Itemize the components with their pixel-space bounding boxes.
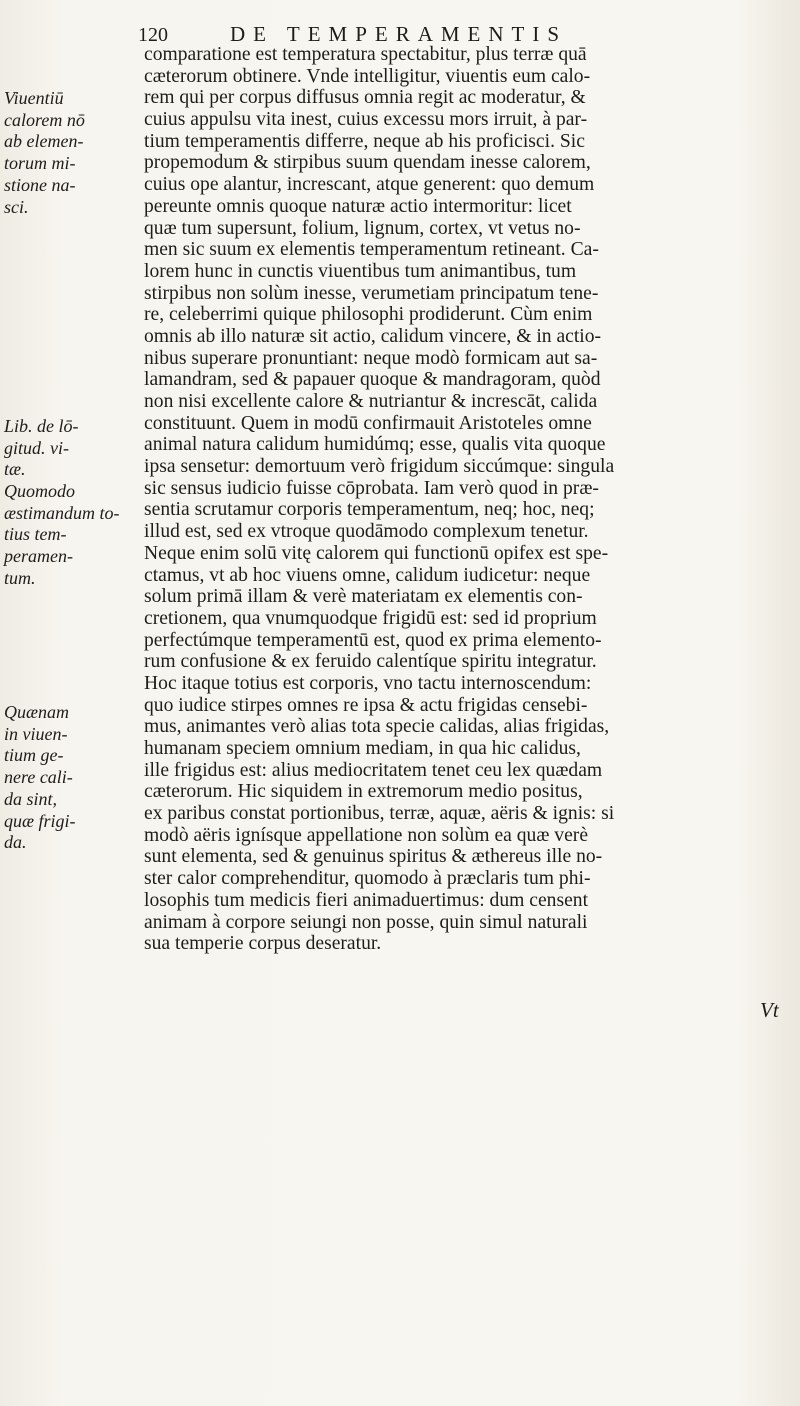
margin-note-quomodo-aestimandum — [4, 481, 142, 590]
body-line: lamandram, sed & papauer quoque & mandragoram, quòd — [144, 369, 601, 391]
body-line: sunt elementa, sed & genuinus spiritus & æthereus ille no- — [144, 846, 603, 868]
margin-note-line: in viuen- — [4, 723, 68, 744]
body-line: ctamus, vt ab hoc viuens omne, calidum iudicetur: neque — [144, 564, 591, 586]
body-line: rum confusione & ex feruido calentíque spiritu integratur. — [144, 651, 597, 673]
body-line: ille frigidus est: alius mediocritatem tenet ceu lex quædam — [144, 759, 603, 781]
body-line: cæterorum obtinere. Vnde intelligitur, viuentis eum calo- — [144, 65, 591, 87]
body-line: mus, animantes verò alias tota specie calidas, alias frigidas, — [144, 716, 610, 738]
margin-note-line: tum. — [4, 567, 36, 588]
margin-note-viuentium-calorem — [4, 88, 142, 218]
body-line: stirpibus non solùm inesse, verumetiam principatum tene- — [144, 282, 599, 304]
margin-note-line: da. — [4, 832, 27, 853]
body-line: quo iudice stirpes omnes re ipsa & actu frigidas censebi- — [144, 694, 588, 716]
margin-note-line: tæ. — [4, 459, 26, 480]
body-line: tium temperamentis differre, neque ab his proficisci. Sic — [144, 130, 585, 152]
margin-note-line: Quomodo — [4, 481, 75, 501]
body-line: rem qui per corpus diffusus omnia regit ac moderatur, & — [144, 87, 586, 109]
body-line: pereunte omnis quoque naturæ actio intermoritur: licet — [144, 195, 572, 217]
body-line: sua temperie corpus deseratur. — [144, 933, 382, 955]
body-text — [144, 44, 784, 955]
body-line: sentia scrutamur corporis temperamentum, neq; hoc, neq; — [144, 499, 595, 521]
body-line: animam à corpore seiungi non posse, quin simul naturali — [144, 911, 588, 933]
margin-note-line: ab elemen- — [4, 131, 84, 152]
margin-note-line: stione na- — [4, 174, 76, 195]
margin-note-line: nere cali- — [4, 767, 73, 788]
body-line: omnis ab illo naturæ sit actio, calidum vincere, & in actio- — [144, 325, 602, 347]
body-line: men sic suum ex elementis temperamentum retineant. Ca- — [144, 239, 599, 261]
catchword: Vt — [760, 998, 779, 1022]
running-head: DE TEMPERAMENTIS — [230, 22, 568, 46]
margin-note-lib-de-longitudine — [4, 416, 142, 481]
body-line: cuius appulsu vita inest, cuius excessu mors irruit, à par- — [144, 109, 588, 131]
body-line: perfectúmque temperamentū est, quod ex prima elemento- — [144, 629, 602, 651]
body-line: Neque enim solū vitę calorem qui functionū opifex est spe- — [144, 542, 609, 564]
body-line: nibus superare pronuntiant: neque modò formicam aut sa- — [144, 347, 598, 369]
body-line: solum primā illam & verè materiatam ex elementis con- — [144, 586, 583, 608]
body-line: re, celeberrimi quique philosophi prodiderunt. Cùm enim — [144, 304, 593, 326]
margin-note-quaenam-calida — [4, 702, 142, 854]
page-number: 120 — [138, 24, 168, 46]
body-line: illud est, sed ex vtroque quodāmodo complexum tenetur. — [144, 521, 589, 543]
body-line: ex paribus constat portionibus, terræ, aquæ, aëris & ignis: si — [144, 803, 615, 825]
body-line: humanam speciem omnium mediam, in qua hic calidus, — [144, 738, 581, 759]
margin-note-line: Quænam — [4, 702, 70, 722]
margin-note-line: gitud. vi- — [4, 437, 69, 458]
body-line: ster calor comprehenditur, quomodo à præclaris tum phi- — [144, 868, 591, 890]
body-line: cretionem, qua vnumquodque frigidū est: sed id proprium — [144, 607, 597, 629]
body-line: sic sensus iudicio fuisse cōprobata. Iam verò quod in præ- — [144, 477, 599, 499]
body-line: losophis tum medicis fieri animaduertimus: dum censent — [144, 889, 589, 911]
body-line: constituunt. Quem in modū confirmauit Aristoteles omne — [144, 412, 592, 434]
margin-note-line: Lib. de lō- — [4, 416, 79, 436]
margin-note-line: æstimandum to- — [4, 502, 120, 523]
margin-note-line: Viuentiū — [4, 88, 64, 108]
body-line: modò aëris ignísque appellatione non solùm ea quæ verè — [144, 824, 589, 846]
body-line: non nisi excellente calore & nutriantur & increscāt, calida — [144, 391, 598, 412]
body-line: lorem hunc in cunctis viuentibus tum animantibus, tum — [144, 260, 577, 282]
body-line: quæ tum supersunt, folium, lignum, cortex, vt vetus no- — [144, 217, 581, 239]
margin-note-line: sci. — [4, 196, 29, 217]
margin-note-line: da sint, — [4, 788, 58, 809]
margin-note-line: tium ge- — [4, 745, 64, 766]
body-line: cæterorum. Hic siquidem in extremorum medio positus, — [144, 781, 583, 803]
body-line: Hoc itaque totius est corporis, vno tactu internoscendum: — [144, 672, 592, 694]
margin-note-line: peramen- — [4, 546, 73, 567]
margin-note-line: calorem nō — [4, 109, 85, 130]
body-line: ipsa sensetur: demortuum verò frigidum siccúmque: singula — [144, 456, 615, 478]
margin-note-line: torum mi- — [4, 153, 76, 174]
body-line: cuius ope alantur, increscant, atque generent: quo demum — [144, 174, 595, 196]
body-line: propemodum & stirpibus suum quendam inesse calorem, — [144, 152, 591, 174]
body-line: animal natura calidum humidúmq; esse, qualis vita quoque — [144, 434, 606, 456]
margin-note-line: tius tem- — [4, 524, 67, 545]
body-line: comparatione est temperatura spectabitur, plus terræ quā — [144, 44, 587, 65]
margin-note-line: quæ frigi- — [4, 810, 76, 831]
